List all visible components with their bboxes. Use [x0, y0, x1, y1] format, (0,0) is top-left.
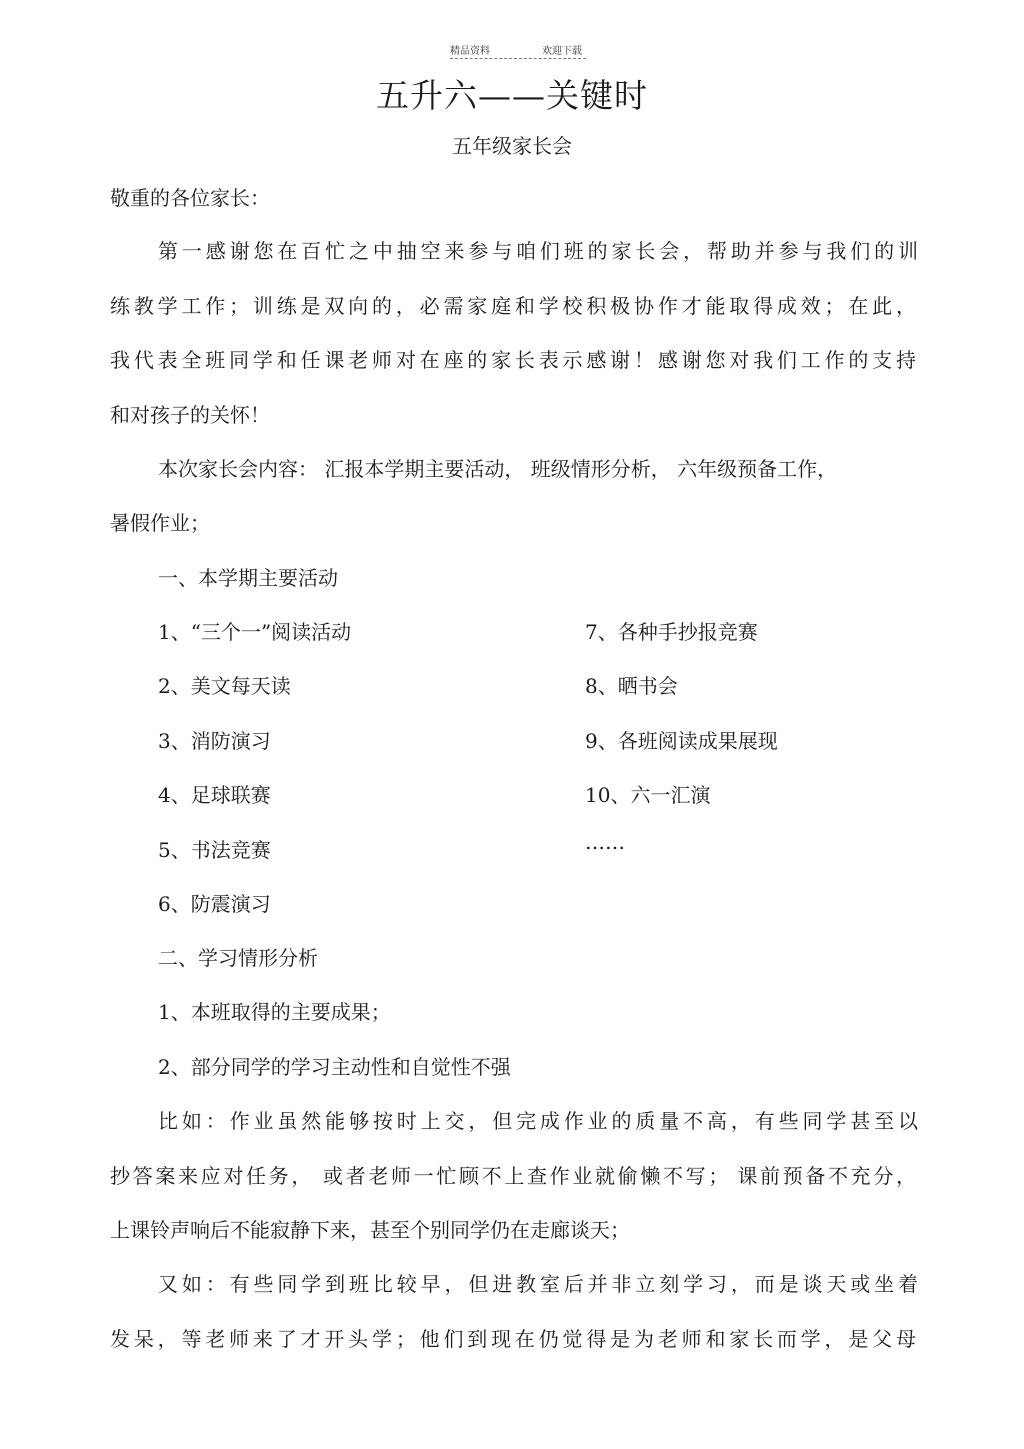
activity-item: 3、消防演习: [158, 729, 271, 753]
activity-item: 4、足球联赛: [158, 783, 271, 807]
example-line: 发呆，等老师来了才开头学；他们到现在仍觉得是为老师和家长而学，是父母: [110, 1327, 916, 1351]
analysis-item: 1、本班取得的主要成果；: [158, 1000, 391, 1024]
greeting: 敬重的各位家长：: [110, 186, 270, 210]
agenda-line: 暑假作业；: [110, 511, 210, 535]
page-header: [450, 42, 586, 59]
analysis-item: 2、部分同学的学习主动性和自觉性不强: [158, 1055, 511, 1079]
section2-heading: 二、学习情形分析: [158, 946, 318, 970]
activity-item: 5、书法竞赛: [158, 838, 271, 862]
section1-heading: 一、本学期主要活动: [158, 566, 338, 590]
activity-ellipsis: ……: [585, 830, 625, 854]
example-line: 又如：有些同学到班比较早，但进教室后并非立刻学习，而是谈天或坐着: [158, 1272, 918, 1296]
example-line: 比如：作业虽然能够按时上交，但完成作业的质量不高，有些同学甚至以: [158, 1109, 918, 1133]
intro-line: 第一感谢您在百忙之中抽空来参与咱们班的家长会，帮助并参与我们的训: [158, 239, 918, 263]
intro-line: 练教学工作；训练是双向的，必需家庭和学校积极协作才能取得成效；在此，: [110, 294, 916, 318]
intro-line: 和对孩子的关怀！: [110, 403, 270, 427]
activity-item: 1、“三个一”阅读活动: [158, 620, 352, 644]
activity-item: 9、各班阅读成果展现: [585, 729, 778, 753]
intro-line: 我代表全班同学和任课老师对在座的家长表示感谢！感谢您对我们工作的支持: [110, 348, 916, 372]
example-line: 抄答案来应对任务， 或者老师一忙顾不上查作业就偷懒不写； 课前预备不充分，: [110, 1164, 916, 1188]
header-left-text: 精品资料: [450, 46, 490, 57]
header-right-text: 欢迎下载: [542, 46, 582, 57]
agenda-line: 本次家长会内容： 汇报本学期主要活动， 班级情形分析， 六年级预备工作，: [158, 457, 838, 481]
activity-item: 10、六一汇演: [585, 783, 711, 807]
document-title: 五升六——关键时: [376, 76, 648, 115]
example-line: 上课铃声响后不能寂静下来，甚至个别同学仍在走廊谈天；: [110, 1218, 630, 1242]
activity-item: 7、各种手抄报竞赛: [585, 620, 758, 644]
activity-item: 6、防震演习: [158, 892, 271, 916]
activity-item: 2、美文每天读: [158, 674, 291, 698]
document-subtitle: 五年级家长会: [452, 134, 572, 158]
activity-item: 8、晒书会: [585, 674, 678, 698]
